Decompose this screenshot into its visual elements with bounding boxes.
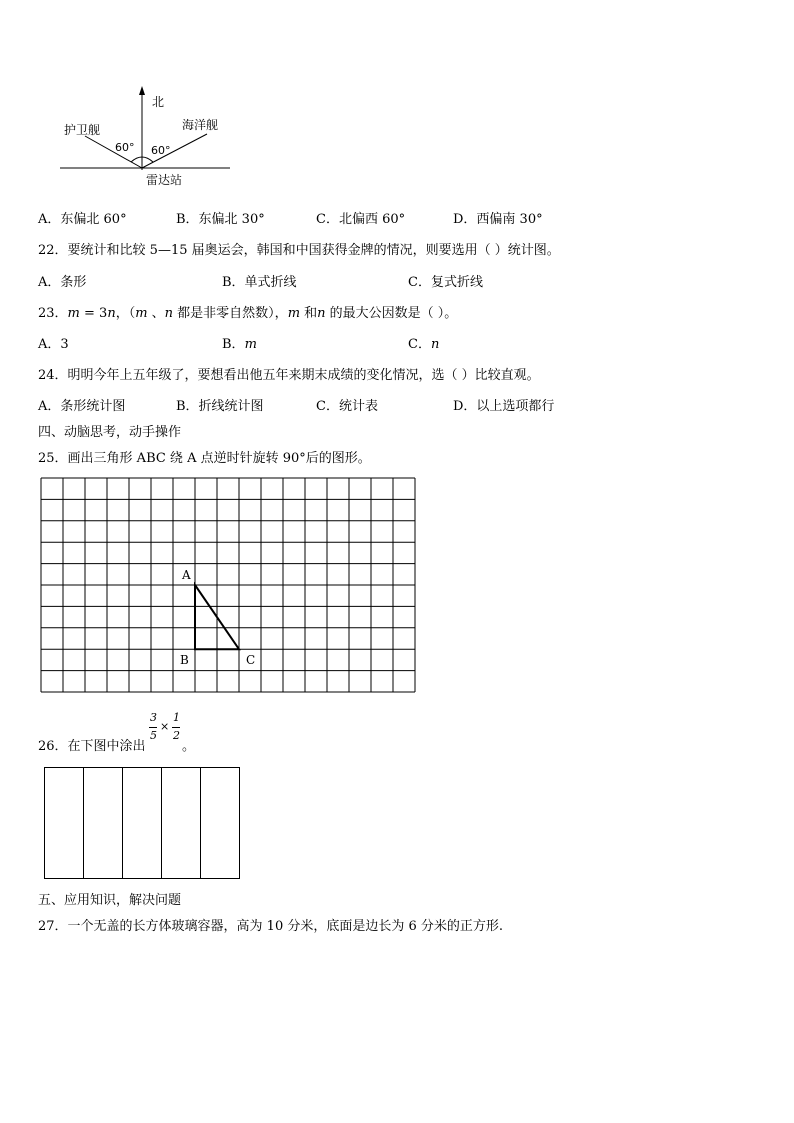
q23-mid4: 和	[300, 306, 318, 321]
q24-option-b: B．折线统计图	[176, 399, 264, 414]
q23-option-b-prefix: B．	[222, 337, 245, 352]
rotation-grid	[40, 477, 420, 693]
q24-option-a: A．条形统计图	[38, 399, 126, 414]
q23-option-c-var: n	[430, 337, 440, 352]
fraction-1-denominator: 5	[150, 729, 157, 742]
q21-option-d: D．西偏南 30°	[453, 212, 543, 227]
station-label: 雷达站	[146, 173, 183, 187]
q23-eq: = 3	[79, 306, 108, 321]
fraction-2-numerator: 1	[173, 711, 180, 724]
grid-svg	[40, 477, 420, 693]
fraction-rectangle[interactable]	[44, 767, 239, 878]
right-ship-label: 海洋舰	[182, 118, 219, 132]
left-ship-label: 护卫舰	[64, 123, 101, 137]
left-angle-label: 60°	[115, 141, 135, 154]
north-arrow-head	[139, 86, 145, 95]
label-c: C	[246, 653, 256, 667]
fraction-2-bar	[172, 727, 180, 728]
fraction-1-numerator: 3	[150, 711, 157, 724]
q22-option-a: A．条形	[38, 275, 87, 290]
question-24: 24．明明今年上五年级了，要想看出他五年来期末成绩的变化情况，选（ ）比较直观。	[38, 368, 540, 383]
q23-tail: 的最大公因数是（ ）。	[325, 306, 458, 321]
q23-option-c-prefix: C．	[408, 337, 431, 352]
q21-option-a: A．东偏北 60°	[38, 212, 127, 227]
north-label: 北	[152, 95, 165, 109]
label-b: B	[180, 653, 189, 667]
q23-m: m	[67, 306, 80, 321]
q23-option-b-var: m	[244, 337, 257, 352]
fraction-1-bar	[149, 727, 157, 728]
section-4-heading: 四、动脑思考，动手操作	[38, 425, 182, 440]
times-sign: ×	[160, 720, 170, 733]
q23-number: 23．	[38, 306, 68, 321]
question-25: 25．画出三角形 ABC 绕 A 点逆时针旋转 90°后的图形。	[38, 451, 371, 466]
direction-diagram	[55, 80, 245, 190]
q24-option-d: D．以上选项都行	[453, 399, 555, 414]
q23-m3: m	[287, 306, 301, 321]
q22-option-b: B．单式折线	[222, 275, 297, 290]
question-23	[38, 302, 457, 321]
right-angle-label: 60°	[151, 144, 171, 157]
q23-n: n	[107, 306, 116, 321]
q23-m2: m	[135, 306, 148, 321]
q23-option-c	[408, 333, 439, 352]
q21-option-c: C．北偏西 60°	[316, 212, 406, 227]
q26-suffix: 。	[182, 739, 196, 754]
section-5-heading: 五、应用知识，解决问题	[38, 893, 182, 908]
q21-option-b: B．东偏北 30°	[176, 212, 265, 227]
q23-n3: n	[317, 306, 326, 321]
q22-option-c: C．复式折线	[408, 275, 483, 290]
q23-mid2: 、	[147, 306, 165, 321]
q23-option-a: A．3	[38, 337, 69, 352]
q23-mid1: ，（	[115, 306, 136, 321]
fraction-rectangle-svg	[44, 767, 240, 879]
q24-option-c: C．统计表	[316, 399, 378, 414]
question-27: 27．一个无盖的长方体玻璃容器，高为 10 分米，底面是边长为 6 分米的正方形.	[38, 919, 504, 934]
q23-option-b	[222, 333, 257, 352]
label-a: A	[182, 568, 191, 582]
q23-mid3: 都是非零自然数），	[173, 306, 288, 321]
question-22: 22．要统计和比较 5—15 届奥运会，韩国和中国获得金牌的情况，则要选用（ ）统计图。	[38, 243, 560, 258]
fraction-2-denominator: 2	[173, 729, 180, 742]
q23-n2: n	[164, 306, 174, 321]
q26-prefix: 26．在下图中涂出	[38, 739, 146, 754]
